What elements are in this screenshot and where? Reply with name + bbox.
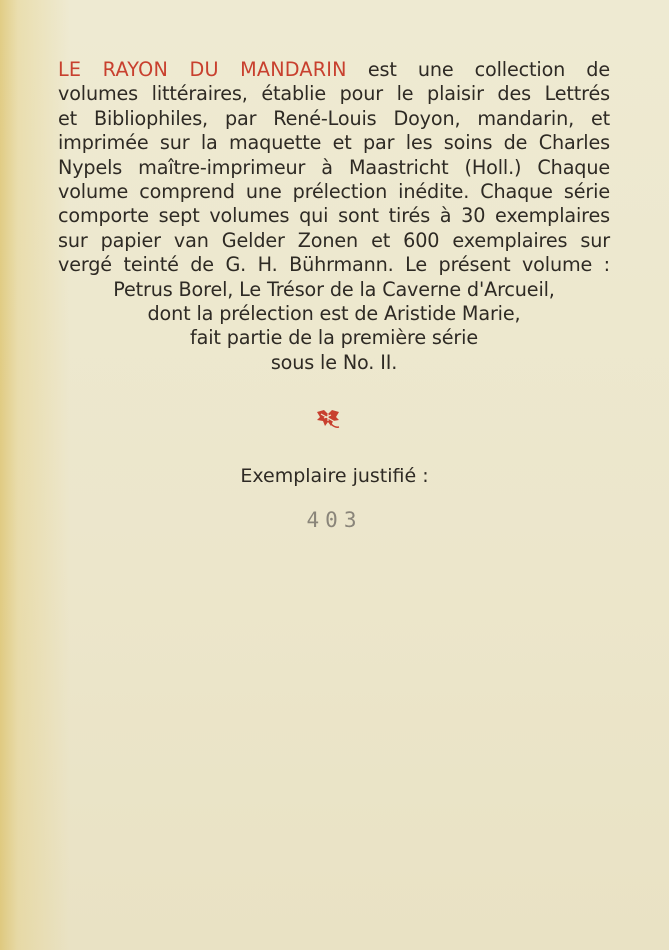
- colophon-line-11: dont la prélection est de Aristide Marie,: [147, 302, 521, 326]
- colophon-line-6: volume comprend une prélection inédite. Chaque série: [58, 180, 610, 204]
- colophon-line-5: Nypels maître-imprimeur à Maastricht (Holl.) Chaque: [58, 155, 610, 179]
- colophon-line-1: [58, 58, 610, 82]
- copy-number: 403: [306, 508, 363, 532]
- colophon-line-12: fait partie de la première série: [190, 326, 478, 350]
- leaf-ornament-icon: [315, 408, 341, 430]
- collection-title: LE RAYON DU MANDARIN: [58, 58, 347, 81]
- colophon-line-10: Petrus Borel, Le Trésor de la Caverne d'Arcueil,: [113, 277, 555, 301]
- colophon-text: [58, 58, 610, 375]
- colophon-line-9: vergé teinté de G. H. Bührmann. Le présent volume :: [58, 253, 610, 277]
- exemplaire-justifie-label: Exemplaire justifié :: [240, 465, 429, 487]
- colophon-line-2: volumes littéraires, établie pour le plaisir des Lettrés: [58, 82, 610, 106]
- colophon-line-13: sous le No. II.: [270, 350, 398, 374]
- colophon-line-8: sur papier van Gelder Zonen et 600 exemplaires sur: [58, 228, 610, 252]
- colophon-line-4: imprimée sur la maquette et par les soins de Charles: [58, 131, 610, 155]
- first-line-rest: est une collection de: [367, 58, 610, 81]
- colophon-line-3: et Bibliophiles, par René-Louis Doyon, mandarin, et: [58, 106, 610, 130]
- colophon-line-7: comporte sept volumes qui sont tirés à 30 exemplaires: [58, 204, 610, 228]
